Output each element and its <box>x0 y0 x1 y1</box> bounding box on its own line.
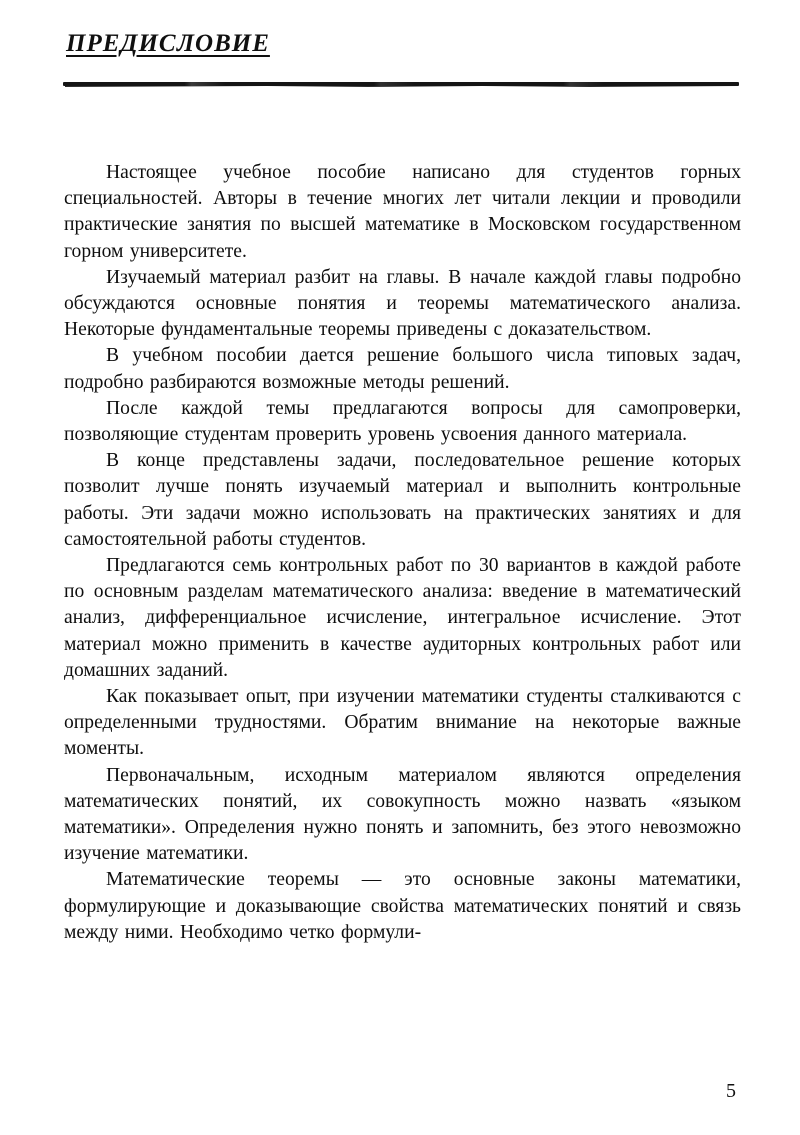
paragraph-7: Как показывает опыт, при изучении математики студенты сталкиваются с определенными трудностями. Обратим внимание на некоторые важные моменты. <box>64 686 741 760</box>
paragraph-6: Предлагаются семь контрольных работ по 30 вариантов в каждой работе по основным разделам математического анализа: введение в математический анализ, дифференциальное исчисление, интегральное исчисление. Этот материал можно применить в качестве аудиторных контрольных работ или домашних заданий. <box>64 555 741 681</box>
paragraph-5: В конце представлены задачи, последовательное решение которых позволит лучше понять изучаемый материал и выполнить контрольные работы. Эти задачи можно использовать на практических занятиях и для самостоятельной работы студентов. <box>64 450 741 550</box>
paragraph-3: В учебном пособии дается решение большого числа типовых задач, подробно разбираются возможные методы решений. <box>64 345 741 393</box>
page-body <box>64 160 741 946</box>
title-divider <box>63 82 739 86</box>
paragraph-1: Настоящее учебное пособие написано для студентов горных специальностей. Авторы в течение многих лет читали лекции и проводили практические занятия по высшей математике в Московском государственном горном университете. <box>64 162 741 262</box>
paragraph-9: Математические теоремы — это основные законы математики, формулирующие и доказывающие свойства математических понятий и связь между ними. Необходимо четко формули- <box>64 869 741 943</box>
paragraph-8: Первоначальным, исходным материалом являются определения математических понятий, их совокупность можно назвать «языком математики». Определения нужно понять и запомнить, без этого невозможно изучение математики. <box>64 764 741 865</box>
paragraph-4: После каждой темы предлагаются вопросы для самопроверки, позволяющие студентам проверить уровень усвоения данного материала. <box>64 397 741 446</box>
page-number: 5 <box>726 1080 736 1102</box>
page-title: ПРЕДИСЛОВИЕ <box>66 30 270 57</box>
paragraph-2: Изучаемый материал разбит на главы. В начале каждой главы подробно обсуждаются основные понятия и теоремы математического анализа. Некоторые фундаментальные теоремы приведены с доказательством. <box>64 266 741 341</box>
